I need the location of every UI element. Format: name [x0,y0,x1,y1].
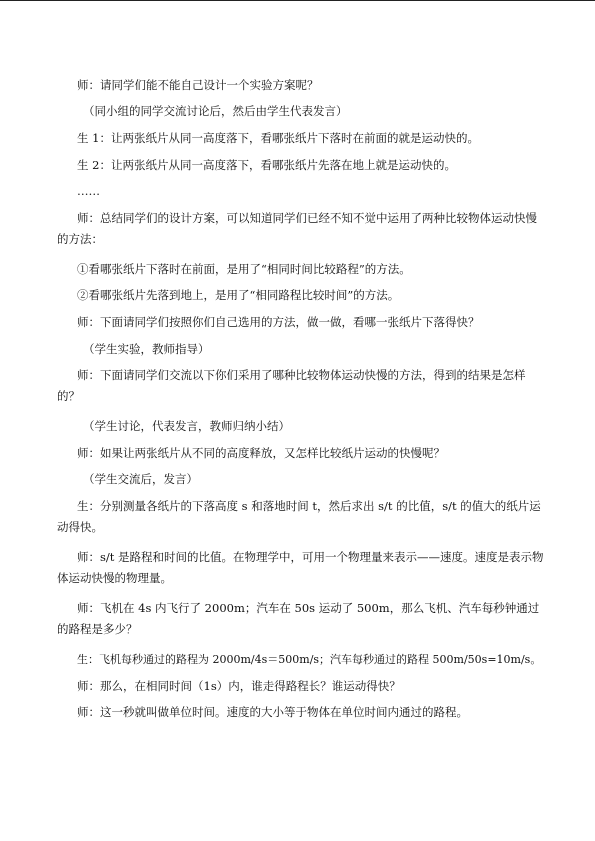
paragraph-6: ①看哪张纸片下落时在前面，是用了“相同时间比较路程”的方法。 [77,262,411,276]
paragraph-12: 师：如果让两张纸片从不同的高度释放，又怎样比较纸片运动的快慢呢？ [77,446,445,460]
paragraph-16: 师：飞机在 4s 内飞行了 2000m；汽车在 50s 运动了 500m，那么飞机、汽车每秒钟通过的路程是多少？ [57,601,540,636]
paragraph-14: 生：分别测量各纸片的下落高度 s 和落地时间 t，然后求出 s/t 的比值，s/t 的值大的纸片运动得快。 [57,499,541,534]
paragraph-1: 师：请同学们能不能自己设计一个实验方案呢？ [77,78,319,92]
paragraph-13: （学生交流后，发言） [83,472,198,486]
paragraph-15: 师：s/t 是路程和时间的比值。在物理学中，可用一个物理量来表示——速度。速度是表示物体运动快慢的物理量。 [57,550,544,585]
paragraph-5: 师：总结同学们的设计方案，可以知道同学们已经不知不觉中运用了两种比较物体运动快慢的方法： [57,211,537,246]
paragraph-9: （学生实验，教师指导） [83,342,210,356]
paragraph-2: （同小组的同学交流讨论后，然后由学生代表发言） [83,104,348,118]
paragraph-7: ②看哪张纸片先落到地上，是用了“相同路程比较时间”的方法。 [77,288,400,302]
paragraph-11: （学生讨论，代表发言，教师归纳小结） [83,419,290,433]
paragraph-10: 师：下面请同学们交流以下你们采用了哪种比较物体运动快慢的方法，得到的结果是怎样的？ [57,368,526,403]
paragraph-ellipsis: …… [77,184,100,198]
paragraph-3: 生 1：让两张纸片从同一高度落下，看哪张纸片下落时在前面的就是运动快的。 [77,131,479,145]
paragraph-17: 生：飞机每秒通过的路程为 2000m/4s＝500m/s；汽车每秒通过的路程 500m/50s=10m/s。 [77,653,542,666]
paragraph-18: 师：那么，在相同时间（1s）内，谁走得路程长？谁运动得快？ [77,679,401,693]
paragraph-8: 师：下面请同学们按照你们自己选用的方法，做一做，看哪一张纸片下落得快？ [77,315,480,329]
paragraph-19: 师：这一秒就叫做单位时间。速度的大小等于物体在单位时间内通过的路程。 [77,705,468,719]
paragraph-4: 生 2：让两张纸片从同一高度落下，看哪张纸片先落在地上就是运动快的。 [77,158,456,172]
